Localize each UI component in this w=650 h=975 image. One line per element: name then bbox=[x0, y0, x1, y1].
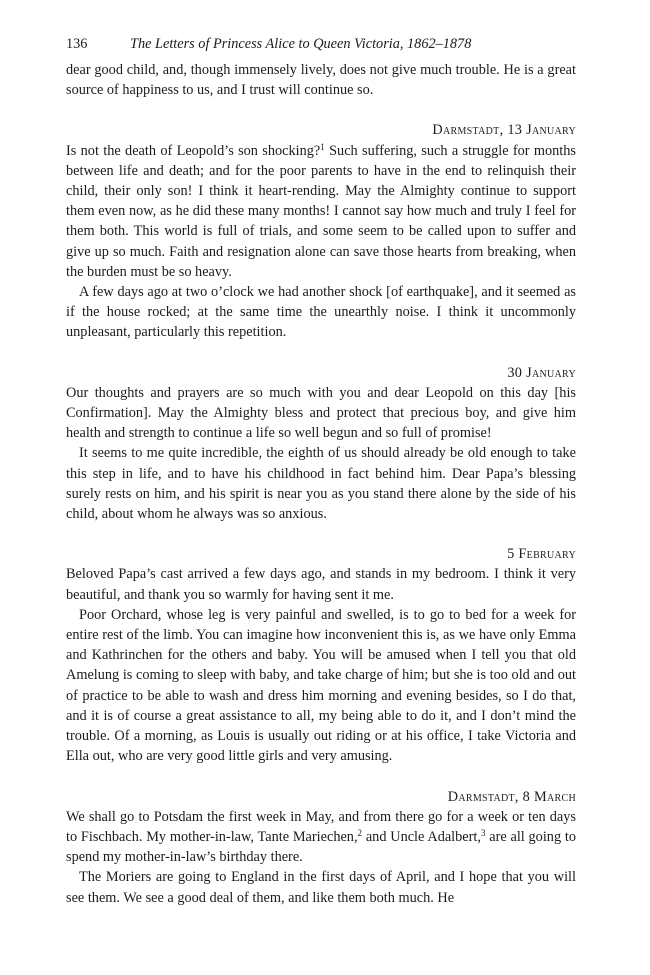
text-run: Such suffering, such a struggle for months between life and death; and for the poor parents to have in the end to relinquish their child, their only son! I think it heart-rending. May the Almighty continue to support them even now, as he did these many months! I cannot say how much and truly I feel for them both. This world is full of trials, and some seem to be called upon to suffer and give up so much. Faith and resignation alone can save those hearts from breaking, when the burden must be so heavy. bbox=[66, 142, 576, 280]
running-title: The Letters of Princess Alice to Queen Victoria, 1862–1878 bbox=[130, 36, 472, 52]
book-page bbox=[66, 34, 576, 908]
text-run: and Uncle Adalbert, bbox=[362, 828, 481, 845]
paragraph: Beloved Papa’s cast arrived a few days ago, and stands in my bedroom. I think it very beautiful, and thank you so warmly for having sent it me. bbox=[66, 566, 576, 603]
footnote-ref: 1 bbox=[320, 141, 325, 152]
dateline: 5 February bbox=[507, 546, 576, 563]
opening-paragraph: dear good child, and, though immensely lively, does not give much trouble. He is a great source of happiness to us, and I trust will continue so. bbox=[66, 62, 576, 99]
text-run: We shall go to Potsdam the first week in May, and from there go for a week or ten days to Fischbach. My mother-in-law, Tante Mariechen, bbox=[66, 808, 576, 845]
footnote-ref: 3 bbox=[480, 827, 486, 838]
paragraph: It seems to me quite incredible, the eighth of us should already be old enough to take this step in life, and to have his childhood in fact behind him. Dear Papa’s blessing surely rests on him, and his spirit is near you as you stand there alone by the side of his child, about whom he always was so anxious. bbox=[66, 445, 576, 523]
text-run: are all going to spend my mother-in-law’s birthday there. bbox=[66, 828, 577, 866]
paragraph: Our thoughts and prayers are so much with you and dear Leopold on this day [his Confirmation]. May the Almighty bless and protect that precious boy, and give him health and strength to continue a life so well begun and so full of promise! bbox=[66, 384, 576, 442]
paragraph bbox=[66, 141, 576, 282]
text-run: Is not the death of Leopold’s son shocking? bbox=[66, 142, 321, 159]
paragraph: The Moriers are going to England in the first days of April, and I hope that you will see them. We see a good deal of them, and like them both much. He bbox=[66, 869, 576, 906]
page-number: 136 bbox=[66, 36, 88, 52]
dateline: 30 January bbox=[507, 364, 576, 381]
footnote-ref: 2 bbox=[357, 827, 363, 838]
paragraph: Poor Orchard, whose leg is very painful and swelled, is to go to bed for a week for entire rest of the limb. You can imagine how inconvenient this is, as we have only Emma and Kathrinchen for the others and baby. You will be amused when I tell you that old Amelung is coming to sleep with baby, and take charge of him; but she is too old and out of practice to be able to wash and dress him morning and evening besides, so I do that, and it is of course a great assistance to all, my being able to do it, and I don’t mind the trouble. Of a morning, as Louis is usually out riding or at his office, I take Victoria and Ella out, who are very good little girls and very amusing. bbox=[66, 606, 576, 765]
paragraph bbox=[66, 807, 576, 868]
dateline: Darmstadt, 8 March bbox=[447, 788, 576, 805]
running-head bbox=[66, 34, 576, 60]
dateline: Darmstadt, 13 January bbox=[432, 122, 576, 139]
paragraph: A few days ago at two o’clock we had another shock [of earthquake], and it seemed as if the house rocked; at the same time the unearthly noise. I think it uncommonly unpleasant, particularly this repetition. bbox=[66, 284, 576, 341]
